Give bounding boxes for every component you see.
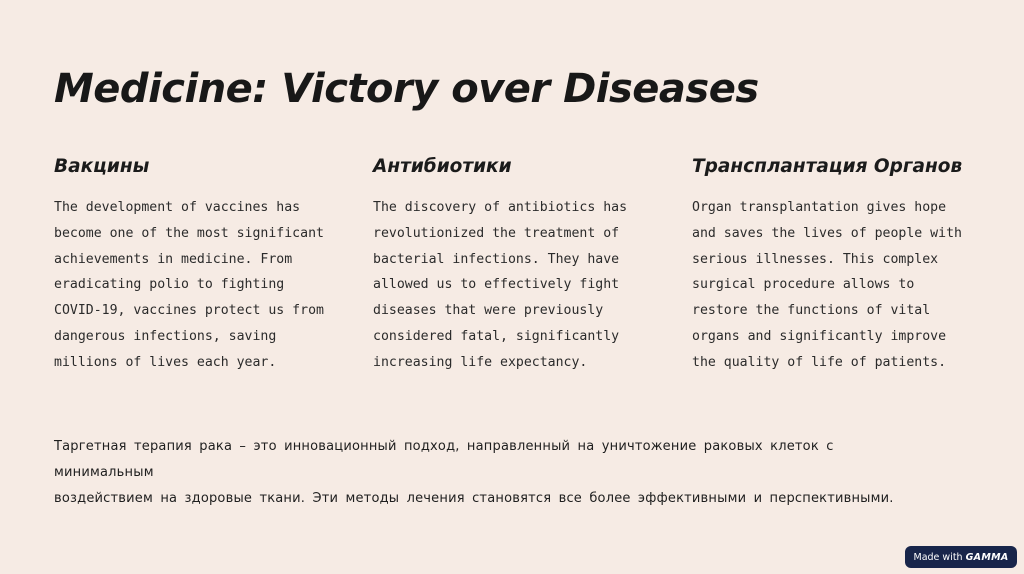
column-heading: Вакцины xyxy=(54,156,150,177)
column-heading: Антибиотики xyxy=(373,156,512,177)
gamma-logo: GAMMA xyxy=(965,551,1009,563)
column-text: The development of vaccines has become one of the most significant achievements in medicine. From eradicating polio to fighting COVID-19, vaccines protect us from dangerous infections, saving millions of lives each year. xyxy=(54,200,324,370)
column-transplantation xyxy=(692,154,982,376)
column-antibiotics xyxy=(373,154,658,376)
badge-prefix: Made with xyxy=(913,551,963,563)
slide-title: Medicine: Victory over Diseases xyxy=(54,66,759,112)
footer-paragraph: Таргетная терапия рака – это инновационный подход, направленный на уничтожение раковых клеток с минимальным воздействием на здоровые ткани. Эти методы лечения становятся все более эффективными и перспективными. xyxy=(54,439,894,506)
made-with-gamma-badge[interactable] xyxy=(905,546,1017,568)
column-text: Organ transplantation gives hope and saves the lives of people with serious illnesses. This complex surgical procedure allows to restore the functions of vital organs and significantly improve the quality of life of patients. xyxy=(692,200,962,370)
column-text: The discovery of antibiotics has revolutionized the treatment of bacterial infections. They have allowed us to effectively fight diseases that were previously considered fatal, significantly increasing life expectancy. xyxy=(373,200,628,370)
column-heading: Трансплантация Органов xyxy=(692,156,963,177)
column-vaccines xyxy=(54,154,339,376)
